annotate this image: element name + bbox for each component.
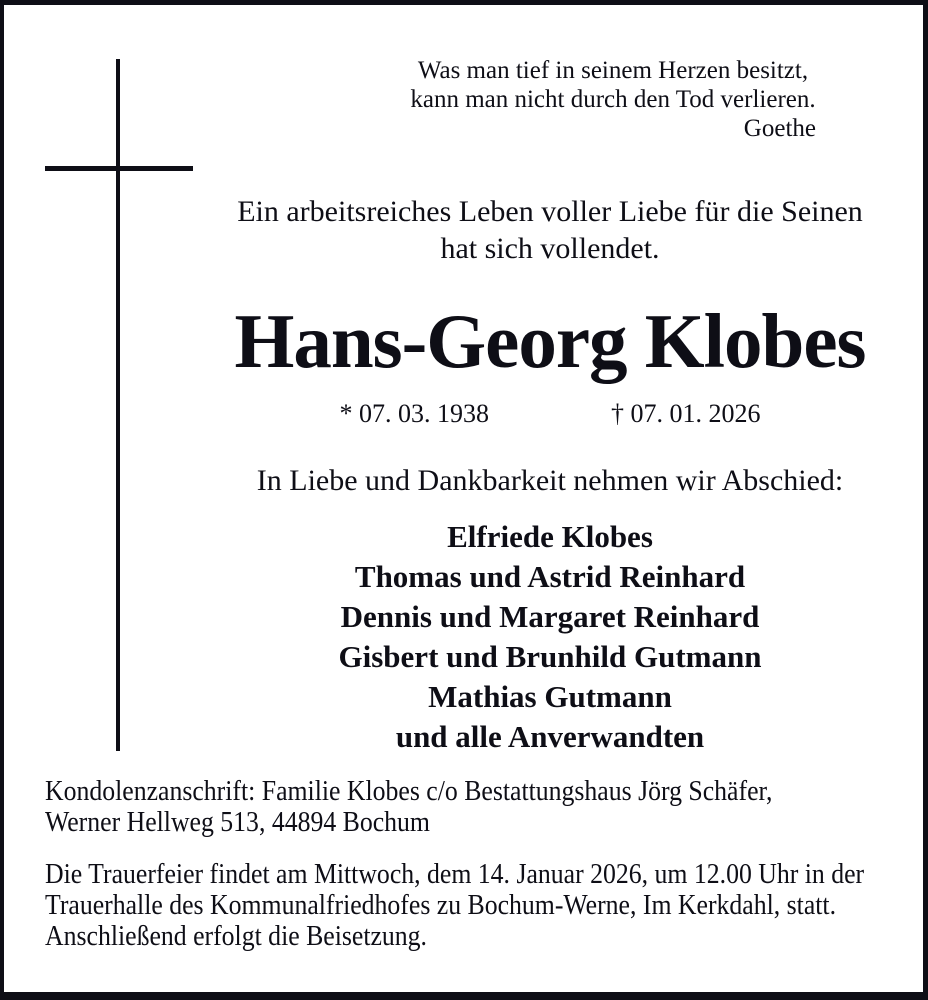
mourner-name: Dennis und Margaret Reinhard — [340, 599, 760, 634]
mourner-name: Mathias Gutmann — [428, 679, 672, 714]
death-dagger-symbol: † — [611, 399, 624, 428]
funeral-line-3: Anschließend erfolgt die Beisetzung. — [45, 921, 428, 952]
motto — [230, 193, 870, 267]
condolence-line-2: Werner Hellweg 513, 44894 Bochum — [45, 807, 430, 838]
mourner-name: Elfriede Klobes — [447, 519, 653, 554]
quote-line-2: kann man nicht durch den Tod verlieren. — [410, 86, 816, 113]
funeral-line-1: Die Trauerfeier findet am Mittwoch, dem 14. Januar 2026, um 12.00 Uhr in der — [45, 859, 865, 890]
birth-date — [340, 398, 490, 430]
death-date — [611, 398, 761, 430]
condolence-address — [45, 776, 773, 838]
funeral-line-2: Trauerhalle des Kommunalfriedhofes zu Bochum-Werne, Im Kerkdahl, statt. — [45, 890, 837, 921]
death-date-value: 07. 01. 2026 — [630, 399, 761, 428]
quote-attribution: Goethe — [743, 115, 816, 142]
life-dates — [230, 398, 870, 430]
funeral-details — [45, 859, 864, 952]
cross-horizontal-bar — [45, 166, 193, 171]
memorial-quote — [398, 56, 828, 143]
mourner-name: Thomas und Astrid Reinhard — [354, 559, 746, 594]
farewell-line: In Liebe und Dankbarkeit nehmen wir Abschied: — [256, 464, 844, 497]
birth-star-symbol: * — [339, 399, 353, 428]
motto-line-1: Ein arbeitsreiches Leben voller Liebe für die Seinen — [237, 195, 863, 228]
mourner-name: und alle Anverwandten — [395, 719, 705, 754]
deceased-name: Hans-Georg Klobes — [234, 298, 866, 384]
birth-date-value: 07. 03. 1938 — [359, 399, 489, 428]
mourners-list — [230, 517, 870, 757]
cross-vertical-bar — [116, 59, 120, 751]
quote-line-1: Was man tief in seinem Herzen besitzt, — [417, 57, 809, 84]
motto-line-2: hat sich vollendet. — [440, 232, 660, 265]
condolence-line-1: Kondolenzanschrift: Familie Klobes c/o Bestattungshaus Jörg Schäfer, — [45, 776, 773, 807]
mourner-name: Gisbert und Brunhild Gutmann — [338, 639, 762, 674]
